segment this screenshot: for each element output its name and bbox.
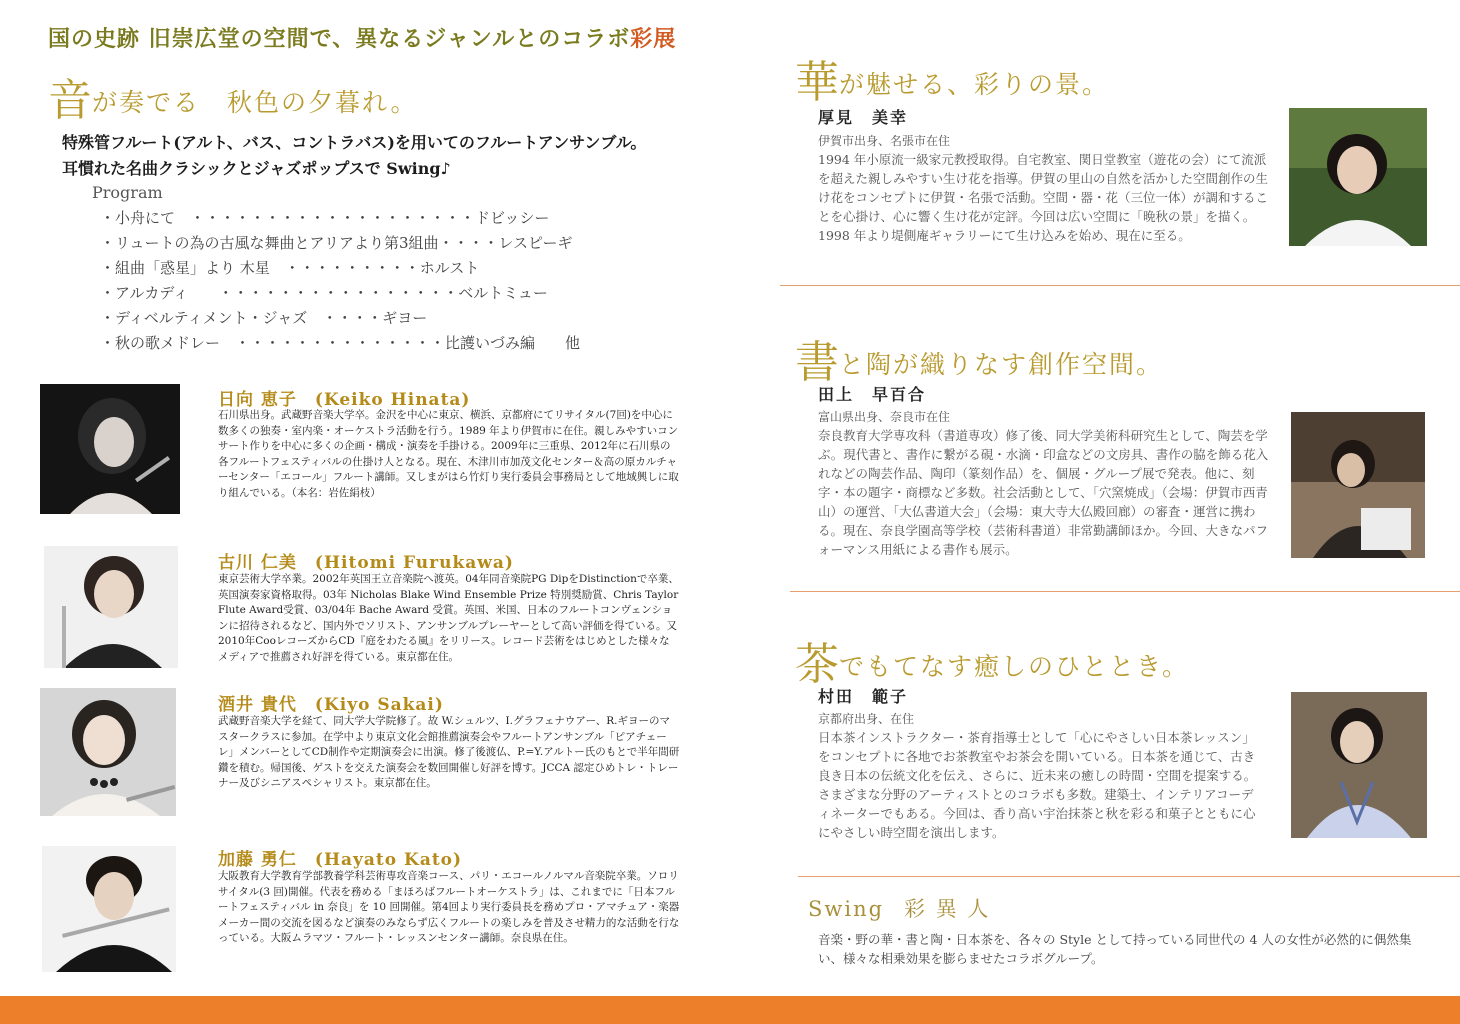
artist-bio: 日本茶インストラクター・茶育指導士として「心にやさしい日本茶レッスン」をコンセプトに各地でお茶教室やお茶会を開いている。日本茶を通じて、古き良き日本の伝統文化を伝え、さらに、近未来の癒しの時間・空間を提案する。さまざまな分野のアーティストとのコラボも多数。建築士、インテリアコーディネーターでもある。今回は、香り高い宇治抹茶と秋を彩る和菓子とともに心にやさしい時空間を演出します。 (818, 730, 1257, 840)
program-label: Program (92, 183, 163, 202)
artist-origin: 伊賀市出身、名張市在住 (818, 134, 951, 148)
page-headline (48, 22, 676, 53)
calligraphy-title-kanji: 書 (795, 337, 839, 388)
group-description: 音楽・野の華・書と陶・日本茶を、各々の Style として持っている同世代の 4 人の女性が必然的に偶然集い、様々な相乗効果を膨らませたコラボグループ。 (818, 932, 1412, 966)
program-item: ・アルカディ ・・・・・・・・・・・・・・・・ベルトミュー (100, 284, 548, 302)
program-list (100, 206, 580, 356)
headline-text: 国の史跡 旧崇広堂の空間で、異なるジャンルとのコラボ (48, 26, 631, 52)
performer-name: 加藤 勇仁 (Hayato Kato) (218, 850, 463, 870)
performer-photo-furukawa (44, 546, 178, 668)
tea-section-title (795, 628, 1189, 692)
section-divider (790, 591, 1460, 592)
performer-photo-sakai (40, 688, 176, 816)
section-divider (780, 285, 1460, 286)
music-title-kanji: 音 (48, 75, 92, 126)
artist-origin: 京都府出身、在住 (818, 712, 915, 726)
flower-title-kanji: 華 (795, 57, 839, 108)
flower-section-title (795, 46, 1109, 110)
performer-bio: 石川県出身。武蔵野音楽大学卒。金沢を中心に東京、横浜、京都府にてリサイタル(7回)を中心に数多くの独奏・室内楽・オーケストラ活動を行う。1989 年より伊賀市に在住。親しみやすいコンサート作りを中心に多くの企画・構成・演奏を手掛ける。2009年に三重県、2012年に石川県の各フルートフェスティバルの仕掛け人となる。現在、木津川市加茂文化センター＆高の原カルチャーセンター「エコール」フルート講師。又しまがはら竹灯り実行委員会事務局として地域興しに取り組んでいる。（本名：岩佐絹枝） (218, 409, 679, 499)
flower-title-rest: が魅せる、彩りの景。 (839, 70, 1110, 99)
program-item: ・ディベルティメント・ジャズ ・・・・ギヨー (100, 309, 428, 327)
bottom-color-bar (0, 996, 1460, 1024)
music-title-rest: が奏でる 秋色の夕暮れ。 (92, 88, 418, 117)
performer-name: 古川 仁美 (Hitomi Furukawa) (218, 553, 514, 573)
artist-photo-tagami (1291, 412, 1425, 558)
performer-bio: 大阪教育大学教育学部教養学科芸術専攻音楽コース、パリ・エコールノルマル音楽院卒業。ソロリサイタル(3 回)開催。代表を務める「まほろばフルートオーケストラ」は、これまでに「日本フルートフェスティバル in 奈良」を 10 回開催。第4回より実行委員長を務めプロ・アマチュア・楽器メーカー間の交流を図るなど演奏のみならず広くフルートの楽しみを普及させ精力的な活動を行なっている。大阪ムラマツ・フルート・レッスンセンター講師。奈良県在住。 (218, 870, 680, 945)
performer-name: 日向 恵子 (Keiko Hinata) (218, 390, 471, 410)
artist-bio: 奈良教育大学専攻科（書道専攻）修了後、同大学美術科研究生として、陶芸を学ぶ。現代書と、書作に繋がる硯・水滴・印盒などの文房具、書作の脇を飾る花入れなどの陶芸作品、陶印（篆刻作品）を、個展・グループ展で発表。他に、刻字・本の題字・商標など多数。社会活動として、「穴窯焼成」（会場：伊賀市西青山）の運営、「大仏書道大会」（会場：東大寺大仏殿回廊）の審査・運営に携わる。現在、奈良学園高等学校（芸術科書道）非常勤講師ほか。今回、大きなパフォーマンス用紙による書作も展示。 (818, 428, 1269, 557)
performer-bio: 武蔵野音楽大学を経て、同大学大学院修了。故 W.シュルツ、I.グラフェナウアー、R.ギヨーのマスタークラスに参加。在学中より東京文化会館推薦演奏会やフルートアンサンブル「ピアチェーレ」メンバーとしてCD制作や定期演奏会に出演。修了後渡仏、P.=Y.アルトー氏のもとで半年間研鑽を積む。帰国後、ゲストを交えた演奏会を数回開催し好評を博す。JCCA 認定ひめトレ・トレーナー及びシニアスペシャリスト。東京都在住。 (218, 715, 680, 790)
intro-line-1: 特殊管フルート(アルト、バス、コントラバス)を用いてのフルートアンサンブル。 (62, 133, 647, 152)
program-item: ・小舟にて ・・・・・・・・・・・・・・・・・・・ドビッシー (100, 209, 550, 227)
artist-name: 田上 早百合 (818, 385, 927, 404)
performer-photo-hinata (40, 384, 180, 514)
artist-origin: 富山県出身、奈良市在住 (818, 410, 951, 424)
performer-bio: 東京芸術大学卒業。2002年英国王立音楽院へ渡英。04年同音楽院PG DipをDistinctionで卒業、英国演奏家資格取得。03年 Nicholas Blake Wind Ensemble Prize 特別奨励賞、Chris Taylor Flute Award受賞、03/04年 Bache Award 受賞。英国、米国、日本のフルートコンヴェンションに招待されるなど、国内外でソリスト、アンサンブルプレーヤーとして高い評価を得ている。又2010年CooレコーズからCD『庭をわたる風』をリリース。レコード芸術をはじめとした様々なメディアで推薦され好評を得ている。東京都在住。 (218, 573, 679, 663)
program-item: ・秋の歌メドレー ・・・・・・・・・・・・・・比護いづみ編 他 (100, 334, 581, 352)
headline-accent: 彩展 (630, 26, 677, 52)
music-intro (62, 130, 646, 182)
artist-photo-murata (1291, 692, 1427, 838)
calligraphy-section-title (795, 326, 1163, 390)
calligraphy-title-rest: と陶が織りなす創作空間。 (839, 350, 1164, 379)
program-item: ・組曲「惑星」より 木星 ・・・・・・・・・ホルスト (100, 259, 480, 277)
performer-name: 酒井 貴代 (Kiyo Sakai) (218, 695, 444, 715)
program-item: ・リュートの為の古風な舞曲とアリアより第3組曲・・・・レスピーギ (100, 234, 573, 252)
artist-name: 厚見 美幸 (818, 108, 909, 127)
music-section-title (48, 64, 418, 128)
artist-bio: 1994 年小原流一級家元教授取得。自宅教室、関日堂教室（遊花の会）にて流派を超えた親しみやすい生け花を指導。伊賀の里山の自然を活かした空間創作の生け花をコンセプトに伊賀・名張で活動。空間・器・花（三位一体）が調和することを心掛け、心に響く生け花が定評。今回は広い空間に「晩秋の景」を描く。1998 年より堤側庵ギャラリーにて生け込みを始め、現在に至る。 (818, 152, 1269, 243)
performer-photo-kato (42, 846, 176, 972)
intro-line-2: 耳慣れた名曲クラシックとジャズポップスで Swing♪ (62, 159, 451, 178)
group-name-prefix: Swing (808, 897, 885, 921)
group-name: 彩 異 人 (904, 897, 991, 921)
tea-title-rest: でもてなす癒しのひととき。 (839, 652, 1190, 681)
artist-photo-atsumi (1289, 108, 1427, 246)
tea-title-kanji: 茶 (795, 639, 839, 690)
group-title (808, 893, 990, 923)
artist-name: 村田 範子 (818, 687, 909, 706)
section-divider (798, 876, 1460, 877)
